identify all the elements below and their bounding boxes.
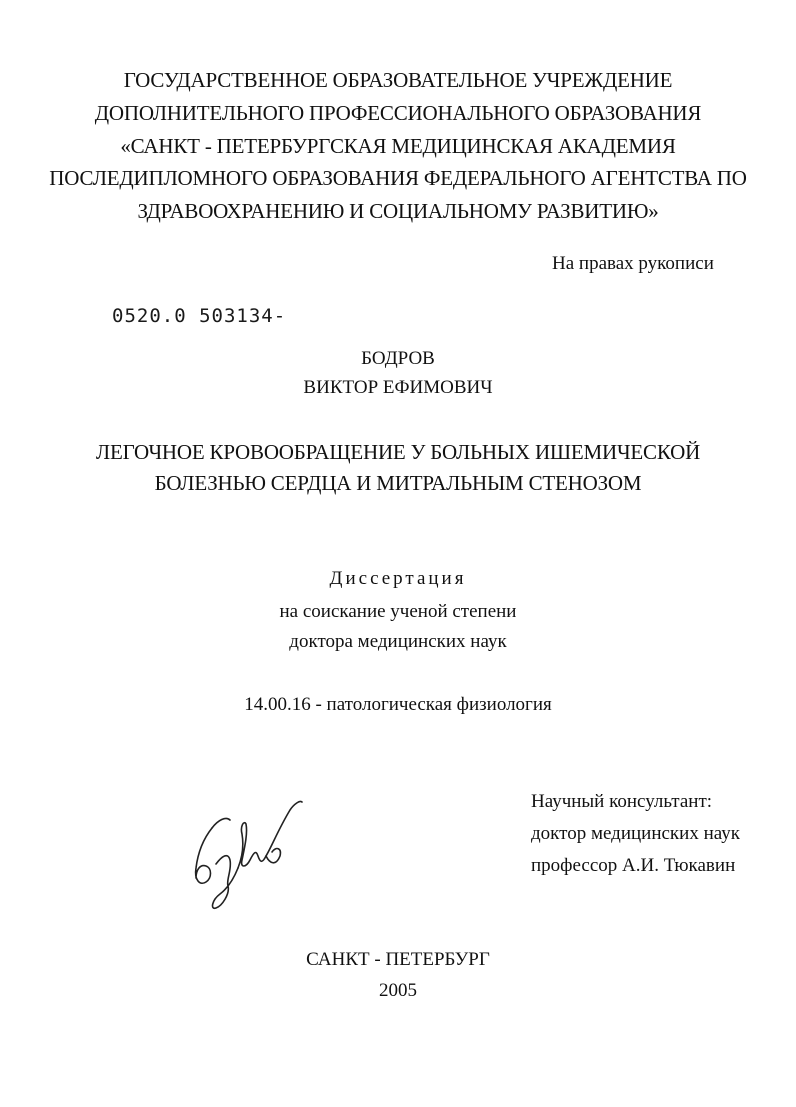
advisor-title: доктор медицинских наук: [531, 823, 740, 844]
handwritten-signature: [182, 790, 307, 920]
title-line-1: ЛЕГОЧНОЕ КРОВООБРАЩЕНИЕ У БОЛЬНЫХ ИШЕМИЧЕСКОЙ: [95, 440, 701, 464]
city: САНКТ - ПЕТЕРБУРГ: [306, 949, 490, 970]
title-line-2: БОЛЕЗНЬЮ СЕРДЦА И МИТРАЛЬНЫМ СТЕНОЗОМ: [154, 471, 642, 495]
catalog-number: 0520.0 503134-: [112, 305, 287, 327]
author-surname: БОДРОВ: [361, 348, 435, 369]
advisor-label: Научный консультант:: [531, 791, 713, 812]
manuscript-note: На правах рукописи: [552, 253, 714, 274]
institution-line-2: ДОПОЛНИТЕЛЬНОГО ПРОФЕССИОНАЛЬНОГО ОБРАЗОВАНИЯ: [94, 101, 702, 125]
institution-line-5: ЗДРАВООХРАНЕНИЮ И СОЦИАЛЬНОМУ РАЗВИТИЮ»: [137, 199, 659, 223]
institution-line-3: «САНКТ - ПЕТЕРБУРГСКАЯ МЕДИЦИНСКАЯ АКАДЕМИЯ: [120, 134, 676, 158]
degree-name: доктора медицинских наук: [289, 631, 507, 652]
institution-line-4: ПОСЛЕДИПЛОМНОГО ОБРАЗОВАНИЯ ФЕДЕРАЛЬНОГО АГЕНТСТВА ПО: [49, 166, 747, 190]
advisor-name: профессор А.И. Тюкавин: [531, 855, 736, 876]
institution-line-1: ГОСУДАРСТВЕННОЕ ОБРАЗОВАТЕЛЬНОЕ УЧРЕЖДЕНИЕ: [123, 68, 673, 92]
dissertation-label: Диссертация: [329, 568, 467, 589]
specialty: 14.00.16 - патологическая физиология: [244, 694, 552, 715]
author-name: ВИКТОР ЕФИМОВИЧ: [303, 377, 493, 398]
degree-purpose: на соискание ученой степени: [279, 601, 517, 622]
year: 2005: [379, 980, 417, 1001]
